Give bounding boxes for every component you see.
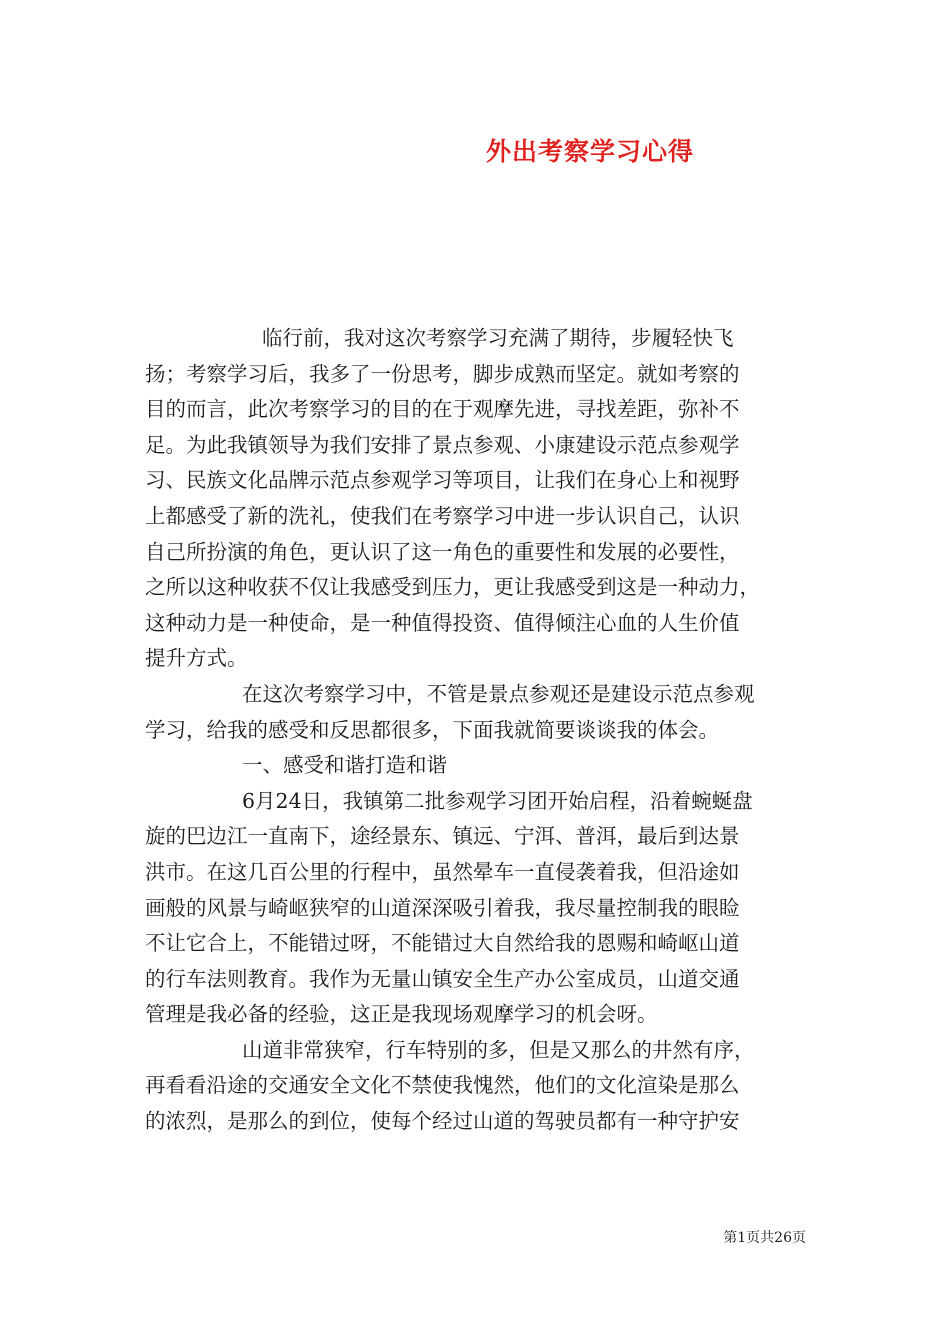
body-line: 的浓烈，是那么的到位，使每个经过山道的驾驶员都有一种守护安 [145,1109,740,1134]
section-heading: 一、感受和谐打造和谐 [242,753,447,778]
body-line: 再看看沿途的交通安全文化不禁使我愧然，他们的文化渲染是那么 [145,1073,740,1098]
body-line: 的行车法则教育。我作为无量山镇安全生产办公室成员，山道交通 [145,966,740,991]
body-line: 之所以这种收获不仅让我感受到压力，更让我感受到这是一种动力， [145,575,760,600]
body-line: 自己所扮演的角色，更认识了这一角色的重要性和发展的必要性， [145,539,740,564]
body-line: 这种动力是一种使命，是一种值得投资、值得倾注心血的人生价值 [145,610,740,635]
body-line: 习、民族文化品牌示范点参观学习等项目，让我们在身心上和视野 [145,468,740,493]
body-line: 提升方式。 [145,646,248,671]
body-line: 洪市。在这几百公里的行程中，虽然晕车一直侵袭着我，但沿途如 [145,859,740,884]
body-line: 扬；考察学习后，我多了一份思考，脚步成熟而坚定。就如考察的 [145,361,740,386]
body-line: 足。为此我镇领导为我们安排了景点参观、小康建设示范点参观学 [145,432,740,457]
body-line: 画般的风景与崎岖狭窄的山道深深吸引着我，我尽量控制我的眼睑 [145,895,740,920]
body-line: 管理是我必备的经验，这正是我现场观摩学习的机会呀。 [145,1002,658,1027]
body-line: 山道非常狭窄，行车特别的多，但是又那么的井然有序， [242,1037,755,1062]
body-line: 上都感受了新的洗礼，使我们在考察学习中进一步认识自己，认识 [145,503,740,528]
document-body [145,321,825,1140]
body-line: 在这次考察学习中，不管是景点参观还是建设示范点参观 [242,681,755,706]
body-line: 旋的巴边江一直南下，途经景东、镇远、宁洱、普洱，最后到达景 [145,824,740,849]
body-line: 目的而言，此次考察学习的目的在于观摩先进，寻找差距，弥补不 [145,397,740,422]
document-title: 外出考察学习心得 [485,137,694,166]
body-line: 6月24日，我镇第二批参观学习团开始启程，沿着蜿蜒盘 [242,788,753,813]
page-number: 第1页共26页 [723,1230,806,1246]
body-line: 临行前，我对这次考察学习充满了期待，步履轻快飞 [262,326,734,350]
body-line: 学习，给我的感受和反思都很多，下面我就简要谈谈我的体会。 [145,717,719,742]
body-line: 不让它合上，不能错过呀，不能错过大自然给我的恩赐和崎岖山道 [145,931,740,956]
